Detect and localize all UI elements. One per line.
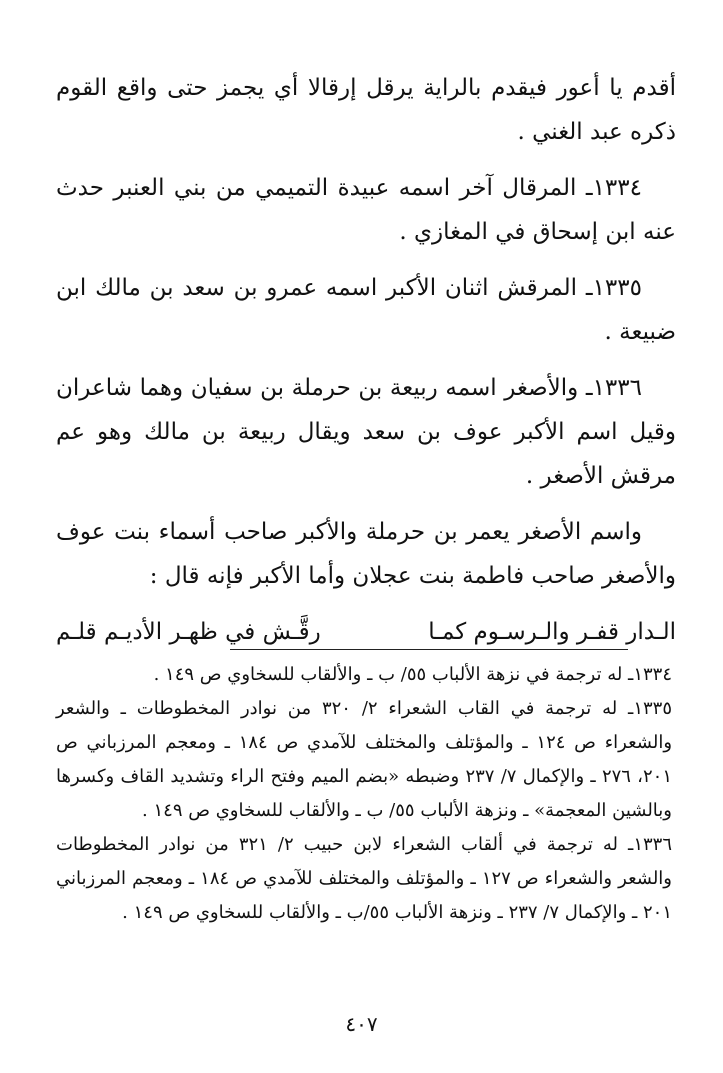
paragraph-continuation: أقدم يا أعور فيقدم بالراية يرقل إرقالا أي يجمز حتى واقع القوم ذكره عبد الغني . xyxy=(56,75,676,145)
entry-1336: ١٣٣٦ـ والأصغر اسمه ربيعة بن حرملة بن سفيان وهما شاعران وقيل اسم الأكبر عوف بن سعد ويقال ربيعة بن مالك وهو عم مرقش الأصغر . xyxy=(56,375,676,489)
footnote-divider xyxy=(230,649,628,650)
footnote-1336: ١٣٣٦ـ له ترجمة في ألقاب الشعراء لابن حبيب ٢/ ٣٢١ من نوادر المخطوطات والشعر والشعراء ص ١٢٧ ـ والمؤتلف والمختلف للآمدي ص ١٨٤ ـ ومعجم المرزباني ٢٠١ ـ والإكمال ٧/ ٢٣٧ ـ ونزهة الألباب ٥٥/ب ـ والألقاب للسخاوي ص ١٤٩ . xyxy=(56,834,673,923)
paragraph-names: واسم الأصغر يعمر بن حرملة والأكبر صاحب أسماء بنت عوف والأصغر صاحب فاطمة بنت عجلان وأما الأكبر فإنه قال : xyxy=(56,519,676,589)
verse-second-hemistich: رقَّـش في ظهـر الأديـم قلـم xyxy=(56,619,321,645)
footnotes xyxy=(56,658,672,930)
entry-1335: ١٣٣٥ـ المرقش اثنان الأكبر اسمه عمرو بن سعد بن مالك ابن ضبيعة . xyxy=(56,275,676,345)
verse-first-hemistich: الـدار قفـر والـرسـوم كمـا xyxy=(428,619,676,645)
footnote-1334: ١٣٣٤ـ له ترجمة في نزهة الألباب ٥٥/ ب ـ والألقاب للسخاوي ص ١٤٩ . xyxy=(153,664,672,685)
page-number: ٤٠٧ xyxy=(345,1012,378,1036)
poem-verse xyxy=(56,610,676,654)
footnote-1335: ١٣٣٥ـ له ترجمة في القاب الشعراء ٢/ ٣٢٠ من نوادر المخطوطات ـ والشعر والشعراء ص ١٢٤ ـ والمؤتلف والمختلف للآمدي ص ١٨٤ ـ ومعجم المرزباني ص ٢٠١، ٢٧٦ ـ والإكمال ٧/ ٢٣٧ وضبطه «بضم الميم وفتح الراء وتشديد القاف وكسرها وبالشين المعجمة» ـ ونزهة الألباب ٥٥/ ب ـ والألقاب للسخاوي ص ١٤٩ . xyxy=(56,698,673,821)
entry-1334: ١٣٣٤ـ المرقال آخر اسمه عبيدة التميمي من بني العنبر حدث عنه ابن إسحاق في المغازي . xyxy=(56,175,676,245)
main-text xyxy=(56,66,676,654)
